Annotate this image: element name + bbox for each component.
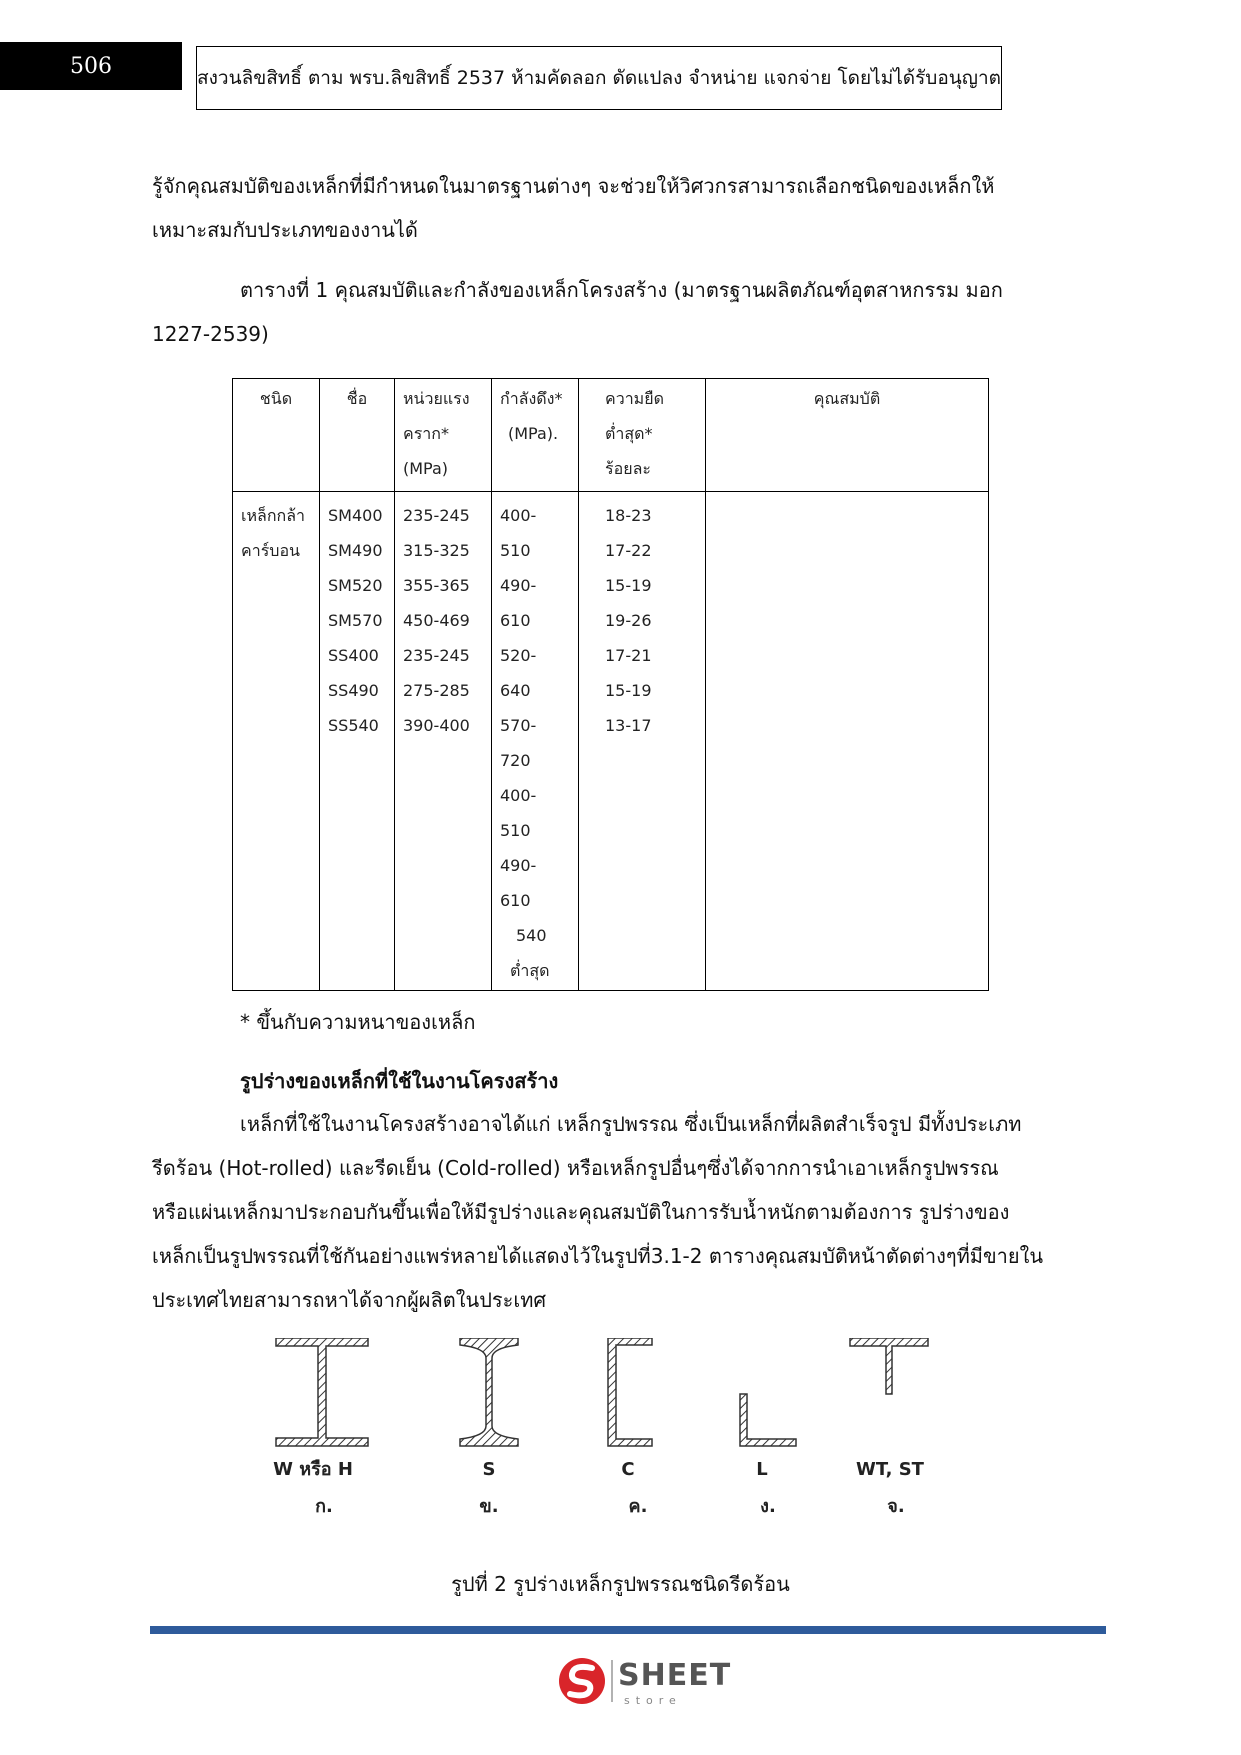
elongation-value: 17-21	[605, 646, 652, 665]
tensile-value: 720	[500, 751, 531, 770]
t-shape-icon	[850, 1338, 928, 1394]
tensile-value: 570-	[500, 716, 537, 735]
shape-code-w: W หรือ H	[273, 1459, 353, 1480]
steel-grade: SM490	[328, 541, 383, 560]
yield-value: 390-400	[403, 716, 470, 735]
elongation-value: 13-17	[605, 716, 652, 735]
header-elong-1: ความยืด	[605, 389, 664, 408]
yield-value: 355-365	[403, 576, 470, 595]
w-shape-icon	[276, 1338, 368, 1446]
col-name	[320, 492, 395, 991]
tensile-value: 640	[500, 681, 531, 700]
col-properties	[706, 492, 989, 991]
yield-value: 450-469	[403, 611, 470, 630]
header-name: ชื่อ	[320, 379, 395, 492]
header-elongation	[579, 379, 706, 492]
elongation-value: 17-22	[605, 541, 652, 560]
body-line-1: เหล็กที่ใช้ในงานโครงสร้างอาจได้แก่ เหล็กรูปพรรณ ซึ่งเป็นเหล็กที่ผลิตสำเร็จรูป มีทั้งประเภท	[240, 1112, 1022, 1136]
header-tensile-1: กำลังดึง*	[500, 389, 563, 408]
tensile-value: 490-	[500, 576, 537, 595]
body-line-3: หรือแผ่นเหล็กมาประกอบกันขึ้นเพื่อให้มีรูปร่างและคุณสมบัติในการรับน้ำหนักตามต้องการ รูปร่างของ	[152, 1200, 1010, 1224]
tensile-value: 610	[500, 891, 531, 910]
body-line-5: ประเทศไทยสามารถหาได้จากผู้ผลิตในประเทศ	[152, 1288, 547, 1312]
shape-code-c: C	[621, 1459, 635, 1480]
header-tensile-2: (MPa).	[508, 424, 559, 443]
body-paragraph	[152, 1102, 1060, 1322]
table-title-line-1: ตารางที่ 1 คุณสมบัติและกำลังของเหล็กโครงสร้าง (มาตรฐานผลิตภัณฑ์อุตสาหกรรม มอก	[240, 278, 1003, 302]
shape-letter: ก.	[315, 1496, 333, 1517]
type-line-1: เหล็กกล้า	[241, 506, 305, 525]
header-type: ชนิด	[233, 379, 320, 492]
tensile-value: 400-	[500, 506, 537, 525]
header-tensile	[492, 379, 579, 492]
yield-value: 275-285	[403, 681, 470, 700]
elongation-value: 15-19	[605, 576, 652, 595]
col-tensile	[492, 492, 579, 991]
table-title-line-2: 1227-2539)	[152, 322, 269, 346]
shape-letter: จ.	[887, 1496, 905, 1517]
tensile-value: 540	[516, 926, 547, 945]
tensile-value: 490-	[500, 856, 537, 875]
col-elongation	[579, 492, 706, 991]
shape-code-t: WT, ST	[856, 1459, 924, 1480]
yield-value: 235-245	[403, 646, 470, 665]
steel-grade: SM520	[328, 576, 383, 595]
section-heading: รูปร่างของเหล็กที่ใช้ในงานโครงสร้าง	[240, 1069, 559, 1093]
table-title	[152, 268, 1060, 356]
col-type	[233, 492, 320, 991]
tensile-value: 510	[500, 541, 531, 560]
steel-grade: SS540	[328, 716, 379, 735]
shape-code-l: L	[756, 1459, 768, 1480]
header-elong-2: ต่ำสุด*	[605, 424, 653, 443]
tensile-value: 510	[500, 821, 531, 840]
elongation-value: 18-23	[605, 506, 652, 525]
logo-subtext: store	[624, 1694, 682, 1707]
intro-paragraph	[152, 164, 1060, 252]
header-yield	[395, 379, 492, 492]
header-yield-3: (MPa)	[403, 459, 449, 478]
yield-value: 315-325	[403, 541, 470, 560]
steel-grade: SS490	[328, 681, 379, 700]
logo-text: SHEET	[618, 1658, 732, 1693]
steel-shapes-figure	[250, 1338, 970, 1538]
header-properties: คุณสมบัติ	[706, 379, 989, 492]
elongation-value: 19-26	[605, 611, 652, 630]
elongation-value: 15-19	[605, 681, 652, 700]
shape-letter: ค.	[628, 1496, 648, 1517]
shape-letter: ข.	[479, 1496, 499, 1517]
col-yield	[395, 492, 492, 991]
l-shape-icon	[740, 1394, 796, 1446]
table-row	[233, 492, 989, 991]
body-line-2: รีดร้อน (Hot-rolled) และรีดเย็น (Cold-rolled) หรือเหล็กรูปอื่นๆซึ่งได้จากการนำเอาเหล็กรูปพรรณ	[152, 1156, 999, 1180]
steel-grade: SM400	[328, 506, 383, 525]
yield-value: 235-245	[403, 506, 470, 525]
steel-grade: SM570	[328, 611, 383, 630]
copyright-notice: สงวนลิขสิทธิ์ ตาม พรบ.ลิขสิทธิ์ 2537 ห้ามคัดลอก ดัดแปลง จำหน่าย แจกจ่าย โดยไม่ได้รับอนุญาต	[196, 46, 1002, 110]
table-header-row	[233, 379, 989, 492]
tensile-value: ต่ำสุด	[510, 961, 550, 980]
c-shape-icon	[608, 1338, 652, 1446]
steel-grade: SS400	[328, 646, 379, 665]
footer-rule	[150, 1626, 1106, 1634]
type-line-2: คาร์บอน	[241, 541, 300, 560]
figure-caption: รูปที่ 2 รูปร่างเหล็กรูปพรรณชนิดรีดร้อน	[451, 1572, 790, 1596]
page-number: 506	[0, 42, 182, 90]
tensile-value: 610	[500, 611, 531, 630]
body-line-4: เหล็กเป็นรูปพรรณที่ใช้กันอย่างแพร่หลายได้แสดงไว้ในรูปที่3.1-2 ตารางคุณสมบัติหน้าตัดต่างๆที่มีขายใน	[152, 1244, 1044, 1268]
tensile-value: 520-	[500, 646, 537, 665]
intro-line-1: รู้จักคุณสมบัติของเหล็กที่มีกำหนดในมาตรฐานต่างๆ จะช่วยให้วิศวกรสามารถเลือกชนิดของเหล็กให้	[152, 174, 995, 198]
intro-line-2: เหมาะสมกับประเภทของงานได้	[152, 218, 418, 242]
steel-properties-table	[232, 378, 989, 991]
tensile-value: 400-	[500, 786, 537, 805]
header-yield-1: หน่วยแรง	[403, 389, 470, 408]
header-elong-3: ร้อยละ	[605, 459, 651, 478]
shape-code-s: S	[482, 1459, 496, 1480]
table-footnote: * ขึ้นกับความหนาของเหล็ก	[240, 1010, 476, 1034]
header-yield-2: คราก*	[403, 424, 449, 443]
shape-letter: ง.	[760, 1496, 776, 1517]
s-shape-icon	[460, 1338, 518, 1446]
